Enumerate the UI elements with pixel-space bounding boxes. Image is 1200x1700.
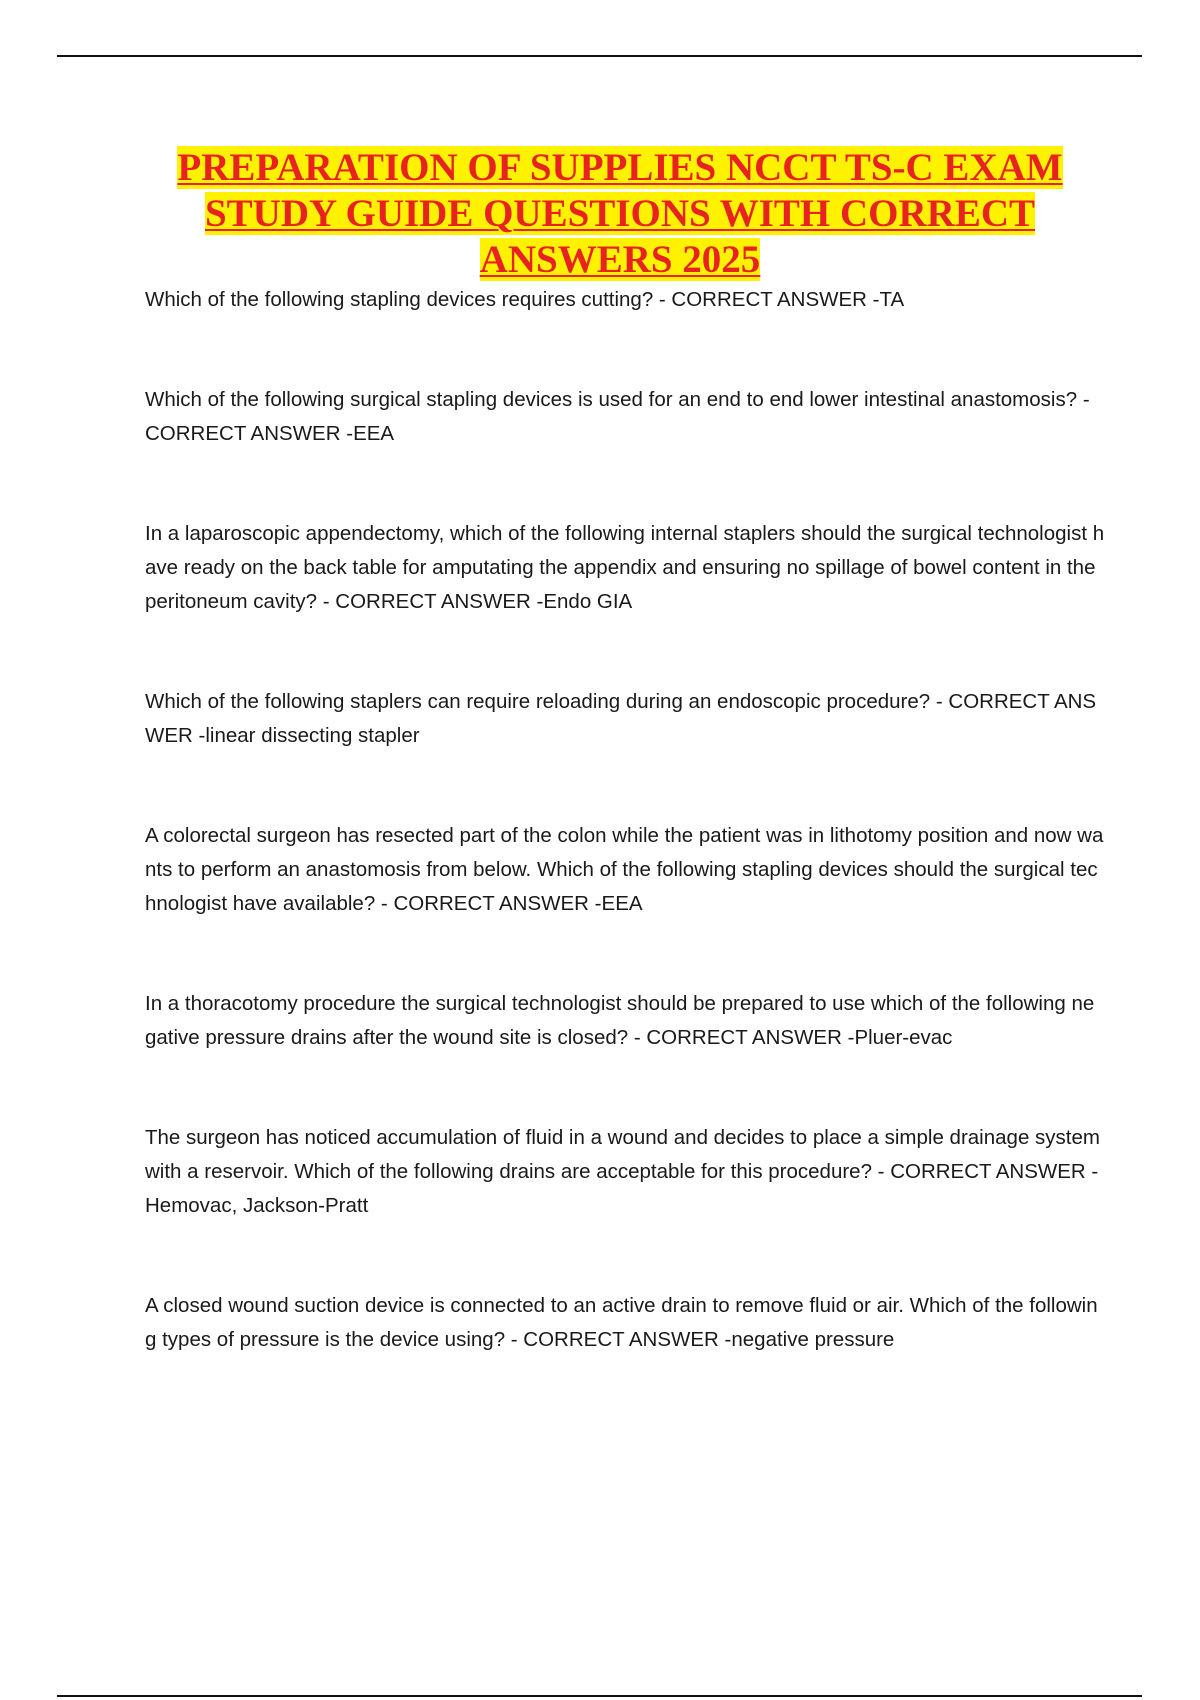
qa-item [145, 819, 1105, 921]
answer-separator: - CORRECT ANSWER - [375, 892, 602, 915]
answer-separator: - CORRECT ANSWER - [317, 590, 544, 613]
qa-item [145, 1289, 1105, 1357]
top-rule [57, 55, 1142, 57]
answer-separator: - CORRECT ANSWER - [653, 288, 880, 311]
question-text: In a laparoscopic appendectomy, which of the following internal staplers should the surgical technologist have ready on the back table for amputating the appendix and ensuring no spillage of bowel content in the peritoneum cavity? [145, 522, 1105, 613]
answer-text: Hemovac, Jackson-Pratt [145, 1194, 369, 1217]
qa-item [145, 383, 1105, 451]
answer-text: linear dissecting stapler [205, 724, 420, 747]
answer-separator: - CORRECT ANSWER - [871, 1160, 1099, 1183]
title-block [140, 145, 1100, 283]
qa-list [145, 283, 1105, 1357]
qa-item [145, 283, 1105, 317]
answer-separator: - CORRECT ANSWER - [628, 1026, 855, 1049]
question-text: A closed wound suction device is connected to an active drain to remove fluid or air. Which of the following types of pressure is the device using? [145, 1294, 1098, 1351]
question-text: A colorectal surgeon has resected part of the colon while the patient was in lithotomy position and now wants to perform an anastomosis from below. Which of the following stapling devices should the surgical technologist have available? [145, 824, 1104, 915]
answer-text: Pluer-evac [854, 1026, 953, 1049]
qa-item [145, 517, 1105, 619]
document-title-text: PREPARATION OF SUPPLIES NCCT TS-C EXAM STUDY GUIDE QUESTIONS WITH CORRECT ANSWERS 2025 [177, 146, 1063, 281]
qa-item [145, 1121, 1105, 1223]
qa-item [145, 685, 1105, 753]
question-text: The surgeon has noticed accumulation of fluid in a wound and decides to place a simple drainage system with a reservoir. Which of the following drains are acceptable for this procedure? [145, 1126, 1100, 1183]
answer-text: TA [879, 288, 905, 311]
answer-separator: - CORRECT ANSWER - [505, 1328, 732, 1351]
answer-text: Endo GIA [543, 590, 633, 613]
question-text: In a thoracotomy procedure the surgical technologist should be prepared to use which of the following negative pressure drains after the wound site is closed? [145, 992, 1095, 1049]
qa-item [145, 987, 1105, 1055]
answer-separator: - CORRECT ANSWER - [145, 388, 1090, 445]
answer-separator: - CORRECT ANSWER - [145, 690, 1097, 747]
question-text: Which of the following surgical stapling devices is used for an end to end lower intestinal anastomosis? [145, 388, 1078, 411]
bottom-rule [57, 1695, 1142, 1697]
answer-text: EEA [601, 892, 643, 915]
question-text: Which of the following staplers can require reloading during an endoscopic procedure? [145, 690, 931, 713]
question-text: Which of the following stapling devices requires cutting? [145, 288, 654, 311]
document-title [140, 145, 1100, 283]
answer-text: negative pressure [731, 1328, 895, 1351]
answer-text: EEA [353, 422, 395, 445]
